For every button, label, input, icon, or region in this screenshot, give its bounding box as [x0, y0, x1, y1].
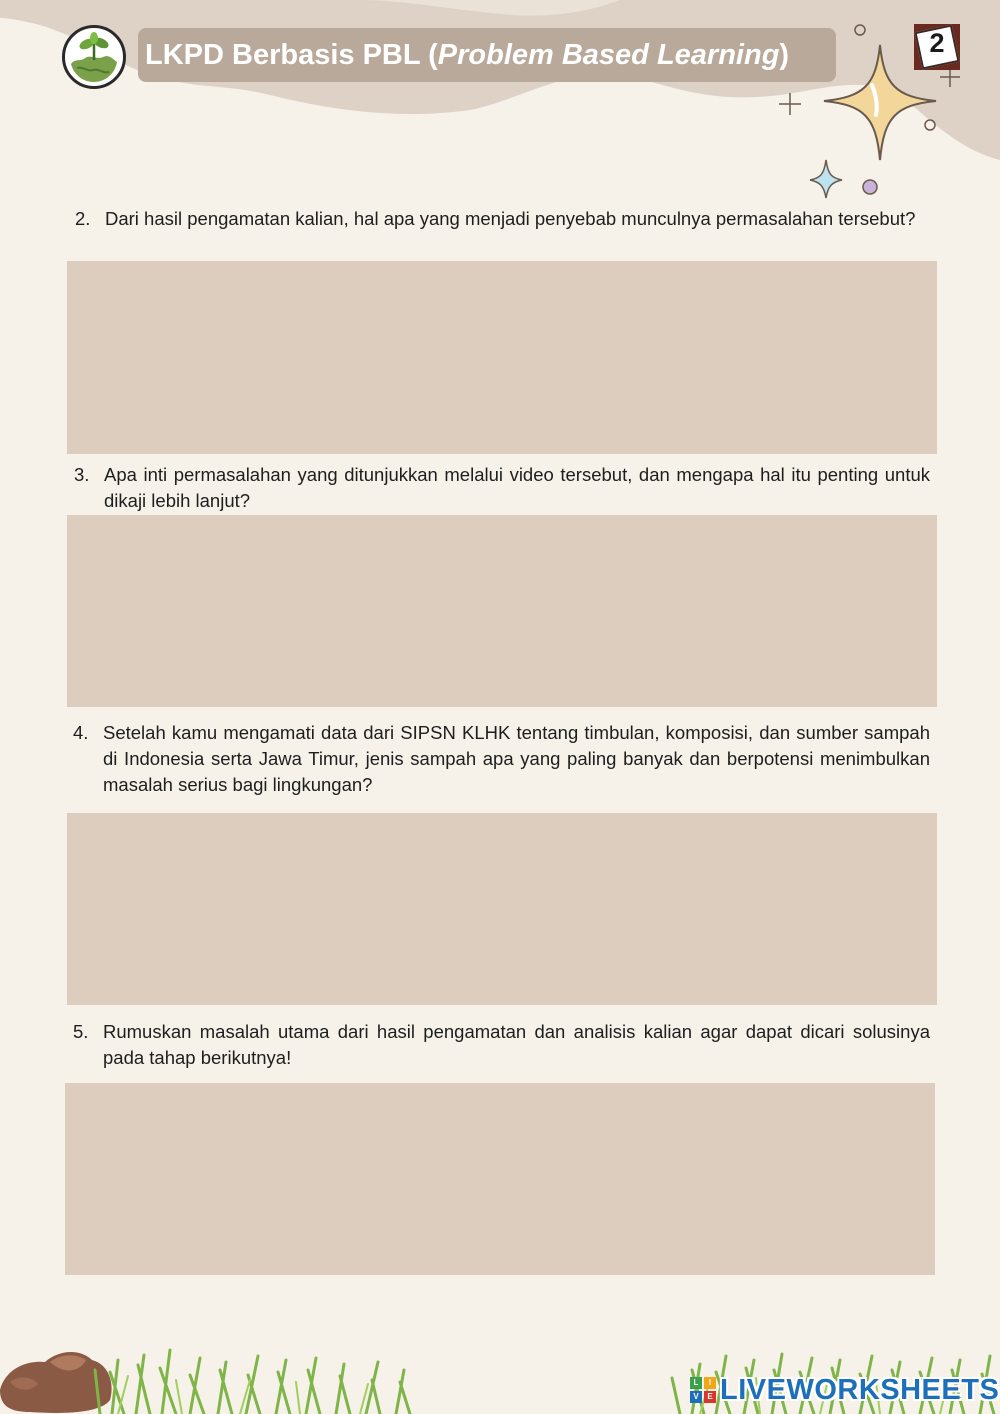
- liveworksheets-grid-icon: [690, 1377, 716, 1403]
- answer-box-5[interactable]: [65, 1083, 935, 1275]
- worksheet-title-bar: [138, 28, 836, 82]
- question-text: Dari hasil pengamatan kalian, hal apa yang menjadi penyebab munculnya permasalahan tersebut?: [105, 208, 916, 229]
- title-suffix: ): [779, 38, 790, 71]
- question-number: 3.: [74, 464, 90, 485]
- question-text: Setelah kamu mengamati data dari SIPSN KLHK tentang timbulan, komposisi, dan sumber sampah di Indonesia serta Jawa Timur, jenis sampah apa yang paling banyak dan berpotensi menimbulkan masalah serius bagi lingkungan?: [103, 722, 930, 795]
- answer-box-2[interactable]: [67, 261, 937, 454]
- question-text: Apa inti permasalahan yang ditunjukkan melalui video tersebut, dan mengapa hal itu penting untuk dikaji lebih lanjut?: [104, 464, 930, 511]
- answer-box-4[interactable]: [67, 813, 937, 1005]
- rocks-decoration: [0, 1352, 112, 1413]
- question-3: [74, 462, 930, 514]
- grid-letter: E: [704, 1391, 716, 1403]
- earth-plant-logo-icon: [62, 25, 126, 89]
- question-2: [75, 206, 932, 232]
- question-number: 4.: [73, 722, 89, 743]
- grid-letter: V: [690, 1391, 702, 1403]
- question-number: 5.: [73, 1021, 89, 1042]
- question-5: [73, 1019, 930, 1071]
- question-number: 2.: [75, 208, 91, 229]
- grid-letter: L: [690, 1377, 702, 1389]
- question-4: [73, 720, 930, 798]
- page-number: 2: [929, 28, 945, 58]
- question-text: Rumuskan masalah utama dari hasil pengamatan dan analisis kalian agar dapat dicari solusinya pada tahap berikutnya!: [103, 1021, 930, 1068]
- title-italic: Problem Based Learning: [437, 38, 780, 71]
- liveworksheets-brand-text: LIVEWORKSHEETS: [720, 1373, 1000, 1406]
- liveworksheets-logo[interactable]: [690, 1372, 999, 1408]
- answer-box-3[interactable]: [67, 515, 937, 707]
- grid-letter: I: [704, 1377, 716, 1389]
- page-number-badge: [908, 18, 966, 76]
- title-prefix: LKPD Berbasis PBL (: [145, 38, 438, 71]
